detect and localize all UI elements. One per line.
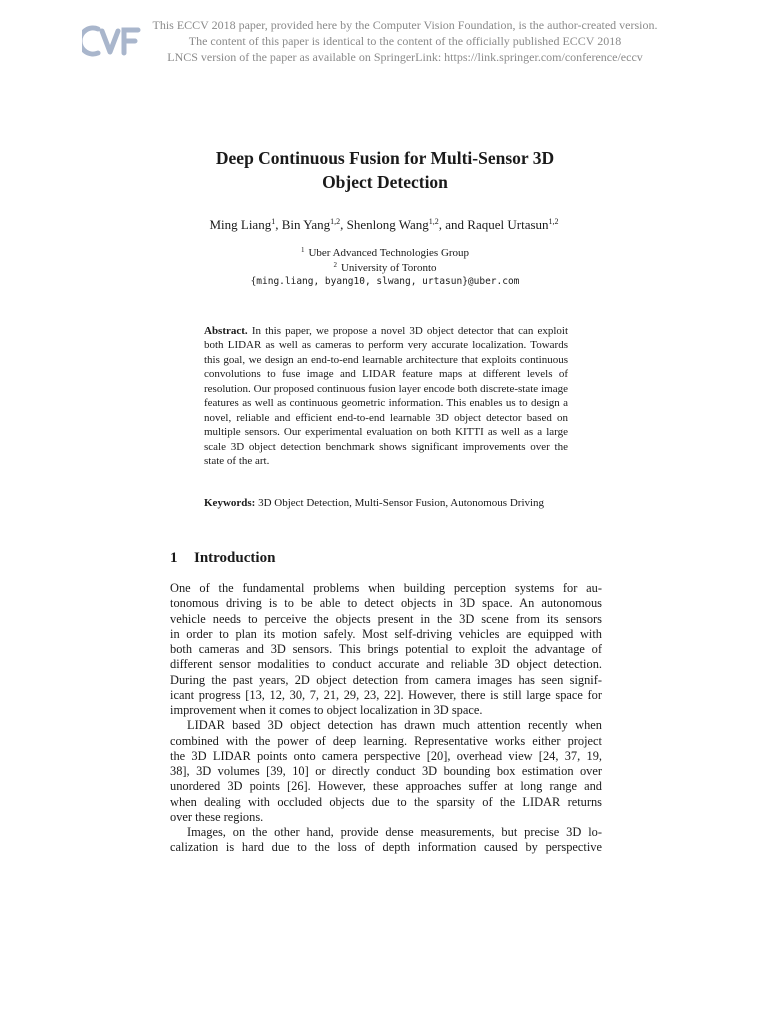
author-affiliation-marker: 1 <box>271 217 276 226</box>
title-line: Object Detection <box>322 172 448 192</box>
paragraph-line: both cameras and 3D sensors. This brings potential to exploit the advantage of <box>170 642 602 656</box>
paragraph <box>170 718 602 825</box>
author-affiliation-marker: 1,2 <box>548 217 559 226</box>
author-name: Bin Yang <box>281 217 331 232</box>
paragraph-line: 38], 3D volumes [39, 10] or directly conduct 3D bounding box estimation over <box>170 764 602 778</box>
keywords <box>204 496 568 511</box>
paragraph-line: improvement when it comes to object localization in 3D space. <box>170 703 483 717</box>
paragraph <box>170 825 602 856</box>
section-heading <box>170 548 602 568</box>
paragraph-line: icant progress [13, 12, 30, 7, 21, 29, 23, 22]. However, there is still large space for <box>170 687 602 702</box>
paragraph-line: over these regions. <box>170 809 264 824</box>
keywords-label: Keywords: <box>204 497 256 509</box>
author-affiliation-marker: 1,2 <box>428 217 439 226</box>
author-emails: {ming.liang, byang10, slwang, urtasun}@uber.com <box>250 276 520 287</box>
paper-title <box>150 146 620 194</box>
section-number: 1 <box>170 550 178 566</box>
abstract-text: In this paper, we propose a novel 3D object detector that can exploit both LIDAR as well as cameras to perform very accurate localization. Towards this goal, we design an end-to-end learnable architecture that exploits continuous convolutions to fuse image and LIDAR feature maps at different levels of resolution. Our proposed continuous fusion layer encode both discrete-state image features as well as continuous geometric information. This enables us to design a novel, reliable and efficient end-to-end learnable 3D object detector based on multiple sensors. Our experimental evaluation on both KITTI as well as a large scale 3D object detection benchmark shows significant improvements over the state of the art. <box>204 325 569 468</box>
paragraph <box>170 581 602 718</box>
paragraph-line: unordered 3D points [26]. However, these approaches suffer at long range and <box>170 779 602 794</box>
cvf-notice <box>150 17 660 65</box>
section-body <box>170 581 602 856</box>
paragraph-line: combined with the power of deep learning. Representative works either project <box>170 733 602 748</box>
paragraph-line: calization is hard due to the loss of depth information caused by perspective <box>170 840 602 855</box>
paragraph-line: One of the fundamental problems when building perception systems for au- <box>170 581 602 595</box>
cvf-logo <box>82 22 142 60</box>
author-name: Shenlong Wang <box>346 217 429 232</box>
paragraph-line: the 3D LIDAR points onto camera perspective [20], overhead view [24, 37, 19, <box>170 748 602 763</box>
paragraph-line: vehicle needs to perceive the objects present in the 3D scene from its sensors <box>170 611 602 626</box>
paragraph-line: During the past years, 2D object detection from camera images has seen signif- <box>170 672 602 687</box>
section-title: Introduction <box>194 550 276 566</box>
paragraph-line: in order to plan its motion safely. Most self-driving vehicles are equipped with <box>170 626 602 641</box>
paragraph-line: different sensor modalities to conduct accurate and reliable 3D object detection. <box>170 657 602 672</box>
notice-line: The content of this paper is identical to the content of the officially published ECCV 2018 <box>188 34 622 48</box>
paragraph-line: Images, on the other hand, provide dense measurements, but precise 3D lo- <box>187 825 602 839</box>
affiliation-2: $^2$ University of Toronto <box>333 260 437 274</box>
affiliations <box>150 246 620 290</box>
author-affiliation-marker: 1,2 <box>330 217 341 226</box>
notice-line: This ECCV 2018 paper, provided here by the Computer Vision Foundation, is the author-created version. <box>152 18 658 32</box>
title-line: Deep Continuous Fusion for Multi-Sensor 3D <box>215 148 555 168</box>
abstract <box>204 324 568 469</box>
abstract-label: Abstract. <box>204 325 248 337</box>
paragraph-line: tonomous driving is to be able to detect objects in 3D space. An autonomous <box>170 596 602 611</box>
author-list: Ming Liang$^1$, Bin Yang$^{1,2}$, Shenlong Wang$^{1,2}$, and Raquel Urtasun$^{1,2}$ <box>209 217 559 232</box>
affiliation-1: $^1$ Uber Advanced Technologies Group <box>300 246 470 259</box>
author-name: Ming Liang <box>209 217 272 232</box>
keywords-text: 3D Object Detection, Multi-Sensor Fusion, Autonomous Driving <box>258 497 545 509</box>
paragraph-line: LIDAR based 3D object detection has drawn much attention recently when <box>187 718 602 733</box>
paragraph-line: when dealing with occluded objects due to the sparsity of the LIDAR returns <box>170 794 602 809</box>
notice-line: LNCS version of the paper as available on SpringerLink: https://link.springer.com/conference/eccv <box>167 50 643 64</box>
author-name: Raquel Urtasun <box>467 217 549 232</box>
